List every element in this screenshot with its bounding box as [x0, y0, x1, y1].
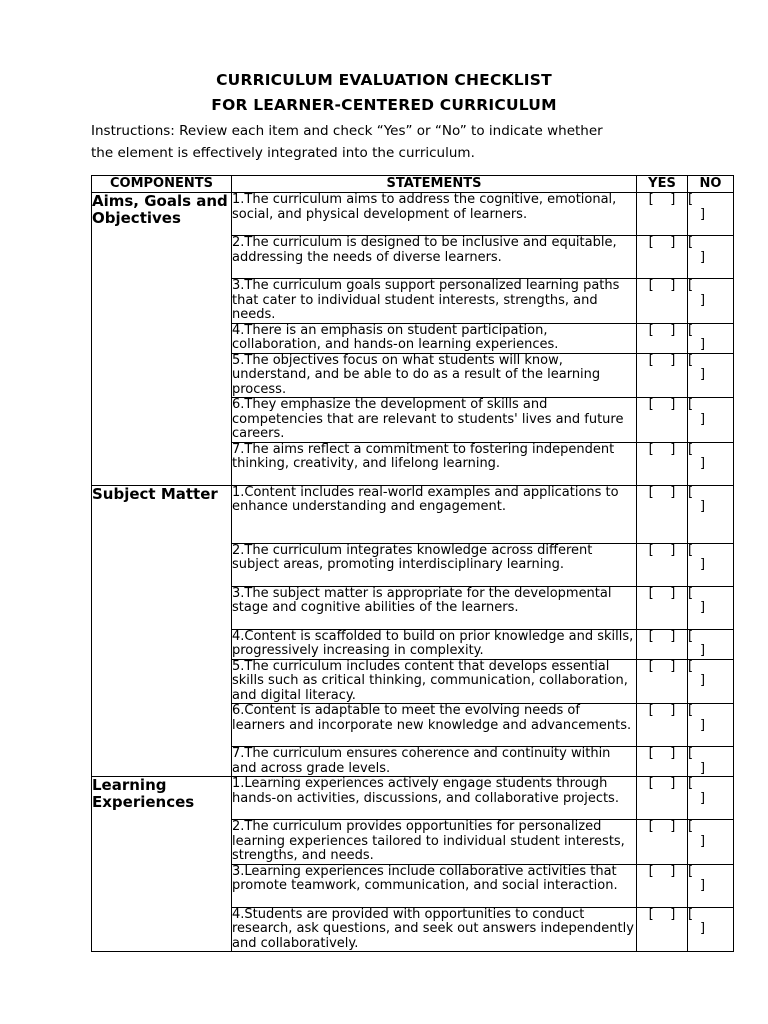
no-bracket-open: [: [688, 585, 694, 601]
statement-text: 6.Content is adaptable to meet the evolving needs of learners and incorporate new knowledge and advancements.: [232, 704, 637, 747]
no-checkbox[interactable]: [688, 398, 734, 443]
instructions-line-2: the element is effectively integrated into the curriculum.: [91, 145, 475, 161]
header-row: [92, 176, 734, 193]
yes-checkbox[interactable]: [ ]: [637, 353, 688, 398]
no-checkbox[interactable]: [688, 353, 734, 398]
statement-text: 3.Learning experiences include collaborative activities that promote teamwork, communication, and social interaction.: [232, 864, 637, 907]
no-bracket-open: [: [688, 322, 694, 338]
yes-checkbox[interactable]: [ ]: [637, 398, 688, 443]
no-bracket-close: ]: [700, 790, 706, 806]
no-bracket-open: [: [688, 192, 694, 207]
yes-checkbox[interactable]: [ ]: [637, 777, 688, 820]
no-bracket-close: ]: [700, 600, 706, 615]
no-bracket-close: ]: [700, 878, 706, 893]
yes-checkbox[interactable]: [ ]: [637, 323, 688, 353]
no-bracket-open: [: [688, 703, 694, 718]
statement-text: 1.Content includes real-world examples and applications to enhance understanding and engagement.: [232, 485, 637, 543]
no-bracket-open: [: [688, 658, 694, 674]
statement-text: 4.Students are provided with opportunities to conduct research, ask questions, and seek out answers independently and collaboratively.: [232, 907, 637, 952]
statement-text: 1.Learning experiences actively engage students through hands-on activities, discussions, and collaborative projects.: [232, 777, 637, 820]
header-no: NO: [688, 176, 734, 193]
yes-checkbox[interactable]: [ ]: [637, 747, 688, 777]
no-checkbox[interactable]: [688, 236, 734, 279]
document-subtitle: FOR LEARNER-CENTERED CURRICULUM: [211, 96, 557, 114]
no-bracket-close: ]: [700, 456, 706, 471]
no-checkbox[interactable]: [688, 193, 734, 236]
statement-text: 7.The aims reflect a commitment to fostering independent thinking, creativity, and lifelong learning.: [232, 442, 637, 485]
no-bracket-close: ]: [700, 643, 706, 658]
no-checkbox[interactable]: [688, 442, 734, 485]
statement-text: 3.The subject matter is appropriate for the developmental stage and cognitive abilities of the learners.: [232, 586, 637, 629]
checklist-row: [92, 193, 734, 236]
statement-text: 6.They emphasize the development of skills and competencies that are relevant to students' lives and future careers.: [232, 398, 637, 443]
no-checkbox[interactable]: [688, 485, 734, 543]
statement-text: 2.The curriculum integrates knowledge across different subject areas, promoting interdisciplinary learning.: [232, 543, 637, 586]
no-bracket-open: [: [688, 628, 694, 644]
statement-text: 3.The curriculum goals support personalized learning paths that cater to individual student interests, strengths, and needs.: [232, 279, 637, 324]
no-bracket-close: ]: [700, 249, 706, 265]
no-bracket-close: ]: [700, 292, 706, 308]
no-checkbox[interactable]: [688, 323, 734, 353]
no-bracket-open: [: [688, 484, 694, 500]
yes-checkbox[interactable]: [ ]: [637, 629, 688, 659]
no-bracket-close: ]: [700, 499, 706, 514]
yes-checkbox[interactable]: [ ]: [637, 704, 688, 747]
component-label: Aims, Goals and Objectives: [92, 193, 232, 486]
instructions-line-1: Instructions: Review each item and check “Yes” or “No” to indicate whether: [91, 123, 603, 139]
statement-text: 2.The curriculum provides opportunities for personalized learning experiences tailored to individual student interests, strengths, and needs.: [232, 820, 637, 865]
no-bracket-close: ]: [700, 557, 706, 572]
statement-text: 4.Content is scaffolded to build on prior knowledge and skills, progressively increasing in complexity.: [232, 629, 637, 659]
component-label: Learning Experiences: [92, 777, 232, 952]
no-bracket-close: ]: [700, 760, 706, 776]
no-bracket-open: [: [688, 776, 694, 791]
statement-text: 2.The curriculum is designed to be inclusive and equitable, addressing the needs of diverse learners.: [232, 236, 637, 279]
no-bracket-open: [: [688, 235, 694, 250]
checklist-table: [91, 175, 734, 952]
yes-checkbox[interactable]: [ ]: [637, 864, 688, 907]
yes-checkbox[interactable]: [ ]: [637, 907, 688, 952]
no-bracket-open: [: [688, 819, 694, 834]
no-bracket-open: [: [688, 397, 694, 412]
no-bracket-close: ]: [700, 673, 706, 688]
checklist-row: [92, 777, 734, 820]
no-checkbox[interactable]: [688, 747, 734, 777]
yes-checkbox[interactable]: [ ]: [637, 193, 688, 236]
no-checkbox[interactable]: [688, 659, 734, 704]
statement-text: 5.The curriculum includes content that develops essential skills such as critical thinking, communication, collaboration, and digital literacy.: [232, 659, 637, 704]
statement-text: 5.The objectives focus on what students will know, understand, and be able to do as a result of the learning process.: [232, 353, 637, 398]
no-bracket-open: [: [688, 863, 694, 879]
no-bracket-open: [: [688, 352, 694, 368]
no-checkbox[interactable]: [688, 586, 734, 629]
yes-checkbox[interactable]: [ ]: [637, 442, 688, 485]
no-bracket-open: [: [688, 278, 694, 293]
header-yes: YES: [637, 176, 688, 193]
yes-checkbox[interactable]: [ ]: [637, 485, 688, 543]
no-bracket-close: ]: [700, 411, 706, 427]
component-label: Subject Matter: [92, 485, 232, 777]
yes-checkbox[interactable]: [ ]: [637, 659, 688, 704]
no-bracket-open: [: [688, 542, 694, 558]
checklist-row: [92, 485, 734, 543]
statement-text: 4.There is an emphasis on student participation, collaboration, and hands-on learning experiences.: [232, 323, 637, 353]
document-title: CURRICULUM EVALUATION CHECKLIST: [216, 71, 552, 89]
no-bracket-close: ]: [700, 717, 706, 733]
header-statements: STATEMENTS: [232, 176, 637, 193]
no-bracket-close: ]: [700, 833, 706, 849]
yes-checkbox[interactable]: [ ]: [637, 820, 688, 865]
yes-checkbox[interactable]: [ ]: [637, 586, 688, 629]
no-checkbox[interactable]: [688, 279, 734, 324]
statement-text: 7.The curriculum ensures coherence and continuity within and across grade levels.: [232, 747, 637, 777]
no-bracket-open: [: [688, 441, 694, 457]
no-bracket-open: [: [688, 906, 694, 922]
no-checkbox[interactable]: [688, 820, 734, 865]
yes-checkbox[interactable]: [ ]: [637, 279, 688, 324]
no-bracket-close: ]: [700, 367, 706, 382]
yes-checkbox[interactable]: [ ]: [637, 236, 688, 279]
no-checkbox[interactable]: [688, 543, 734, 586]
no-checkbox[interactable]: [688, 629, 734, 659]
no-checkbox[interactable]: [688, 907, 734, 952]
statement-text: 1.The curriculum aims to address the cognitive, emotional, social, and physical development of learners.: [232, 193, 637, 236]
no-checkbox[interactable]: [688, 864, 734, 907]
header-components: COMPONENTS: [92, 176, 232, 193]
no-bracket-close: ]: [700, 337, 706, 352]
checklist-body: [92, 193, 734, 952]
no-checkbox[interactable]: [688, 704, 734, 747]
no-bracket-close: ]: [700, 206, 706, 222]
no-bracket-close: ]: [700, 921, 706, 936]
no-bracket-open: [: [688, 746, 694, 761]
yes-checkbox[interactable]: [ ]: [637, 543, 688, 586]
no-checkbox[interactable]: [688, 777, 734, 820]
